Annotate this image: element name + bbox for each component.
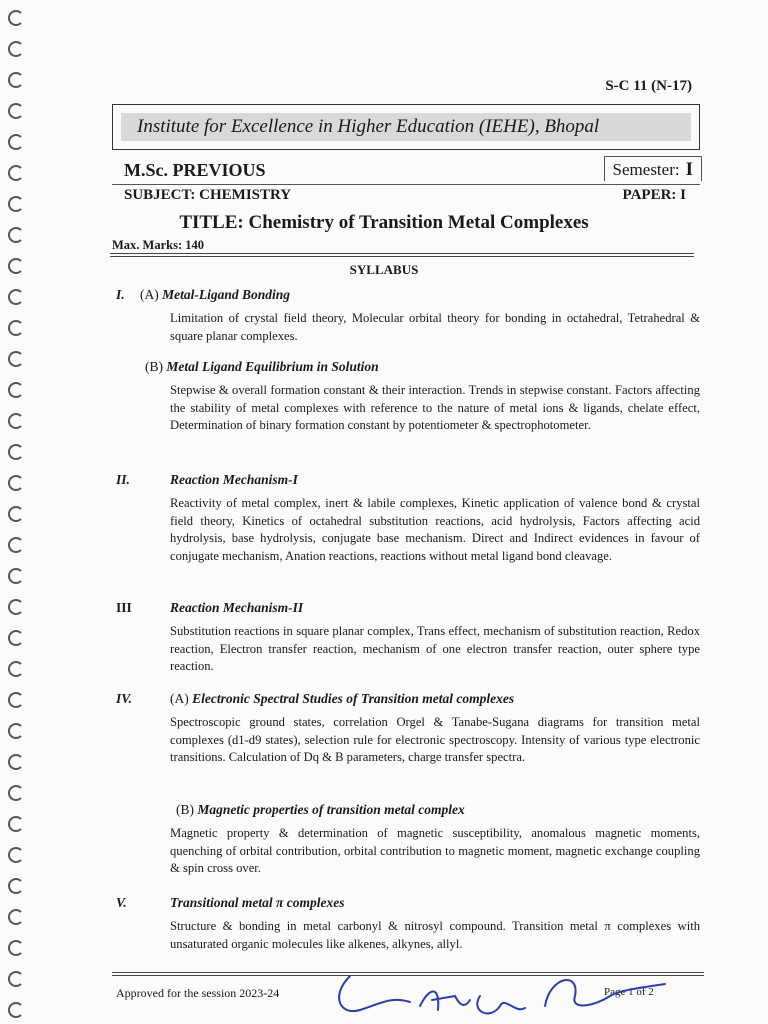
binding-hook (8, 692, 24, 708)
divider (110, 253, 694, 257)
unit-title: Reaction Mechanism-II (170, 600, 304, 615)
binding-hook (8, 754, 24, 770)
binding-hook (8, 599, 24, 615)
spiral-binding (6, 0, 32, 1024)
binding-hook (8, 413, 24, 429)
page-number: Page 1 of 2 (604, 986, 654, 998)
binding-hook (8, 537, 24, 553)
binding-hook (8, 630, 24, 646)
signature-1 (339, 976, 410, 1011)
binding-hook (8, 909, 24, 925)
unit-heading (170, 691, 514, 707)
course-row (112, 158, 700, 185)
binding-hook (8, 661, 24, 677)
binding-hook (8, 103, 24, 119)
binding-hook (8, 382, 24, 398)
syllabus-heading: SYLLABUS (349, 262, 419, 277)
institute-banner (112, 104, 700, 150)
unit-number: II. (116, 472, 130, 487)
binding-hook (8, 351, 24, 367)
unit-text: Reactivity of metal complex, inert & labile complexes, Kinetic application of valence bond & crystal field theory, Kinetics of octahedral substitution reactions, acid hydrolysis, Factors affecting acid hydrolysis, base hydrolysis, conjugate base mechanism. Direct and Indirect evidences in favour of conjugate mechanism, Anation reactions, reactions without metal ligand bond cleavage. (170, 496, 700, 563)
paper: PAPER: I (622, 187, 686, 203)
unit-title: Reaction Mechanism-I (170, 472, 298, 487)
handwritten-signatures (320, 966, 720, 1024)
binding-hook (8, 10, 24, 26)
binding-hook (8, 444, 24, 460)
document-title: TITLE: Chemistry of Transition Metal Complexes (179, 212, 589, 233)
binding-hook (8, 72, 24, 88)
binding-hook (8, 165, 24, 181)
semester-value: I (685, 159, 693, 180)
institute-name: Institute for Excellence in Higher Education (IEHE), Bhopal (121, 113, 691, 141)
unit-heading (145, 359, 379, 375)
binding-hook (8, 816, 24, 832)
binding-hook (8, 289, 24, 305)
semester-label: Semester: (612, 160, 680, 179)
binding-hook (8, 785, 24, 801)
unit-text: Limitation of crystal field theory, Molecular orbital theory for bonding in octahedral, Tetrahedral & square planar complexes. (170, 311, 700, 343)
signature-2 (420, 991, 470, 1010)
part-label: (B) (176, 802, 194, 817)
binding-hook (8, 196, 24, 212)
document-code: S-C 11 (N-17) (605, 78, 692, 94)
unit-heading (170, 895, 345, 911)
binding-hook (8, 320, 24, 336)
binding-hook (8, 971, 24, 987)
course-name: M.Sc. PREVIOUS (124, 160, 266, 180)
binding-hook (8, 878, 24, 894)
signature-4 (545, 980, 665, 1006)
unit-heading (170, 600, 303, 616)
binding-hook (8, 940, 24, 956)
unit-heading (170, 472, 298, 488)
binding-hook (8, 475, 24, 491)
unit-text: Stepwise & overall formation constant & their interaction. Trends in stepwise constant. Factors affecting the stability of metal complexes with reference to the nature of metal ions & ligands, chelate effect, Determination of binary formation constant by potentiometer & spectrophotometer. (170, 383, 700, 432)
subject: SUBJECT: CHEMISTRY (124, 187, 292, 203)
unit-heading (140, 287, 290, 303)
approved-session: Approved for the session 2023-24 (116, 986, 280, 1000)
unit-number: IV. (116, 691, 132, 706)
unit-text: Structure & bonding in metal carbonyl & nitrosyl compound. Transition metal π complexes with unsaturated organic molecules like alkenes, alkynes, allyl. (170, 919, 700, 951)
binding-hook (8, 506, 24, 522)
binding-hook (8, 847, 24, 863)
part-label: (A) (170, 691, 189, 706)
unit-text: Substitution reactions in square planar complex, Trans effect, mechanism of substitution reaction, Redox reaction, Electron transfer reaction, mechanism of one electron transfer reaction, outer sphere type reaction. (170, 624, 700, 673)
part-title: Electronic Spectral Studies of Transition metal complexes (192, 691, 515, 706)
part-label: (A) (140, 287, 159, 302)
unit-heading (176, 802, 465, 818)
binding-hook (8, 723, 24, 739)
max-marks: Max. Marks: 140 (112, 238, 204, 252)
signature-3 (477, 996, 525, 1013)
binding-hook (8, 1002, 24, 1018)
unit-number: V. (116, 895, 127, 910)
binding-hook (8, 134, 24, 150)
semester-box (604, 156, 702, 181)
unit-title: Transitional metal π complexes (170, 895, 345, 910)
binding-hook (8, 41, 24, 57)
unit-text: Magnetic property & determination of magnetic susceptibility, anomalous magnetic moments, quenching of orbital contribution, orbital contribution to magnetic moment, magnetic exchange coupling & spin cross over. (170, 826, 700, 875)
part-title: Metal-Ligand Bonding (162, 287, 291, 302)
unit-number: III (116, 600, 132, 615)
part-title: Metal Ligand Equilibrium in Solution (166, 359, 379, 374)
unit-number: I. (116, 287, 125, 302)
binding-hook (8, 568, 24, 584)
part-title: Magnetic properties of transition metal complex (197, 802, 465, 817)
part-label: (B) (145, 359, 163, 374)
unit-text: Spectroscopic ground states, correlation Orgel & Tanabe-Sugana diagrams for transition metal complexes (d1-d9 states), selection rule for electronic spectroscopy. Intensity of various type electronic transitions. Calculation of Dq & B parameters, charge transfer spectra. (170, 715, 700, 764)
